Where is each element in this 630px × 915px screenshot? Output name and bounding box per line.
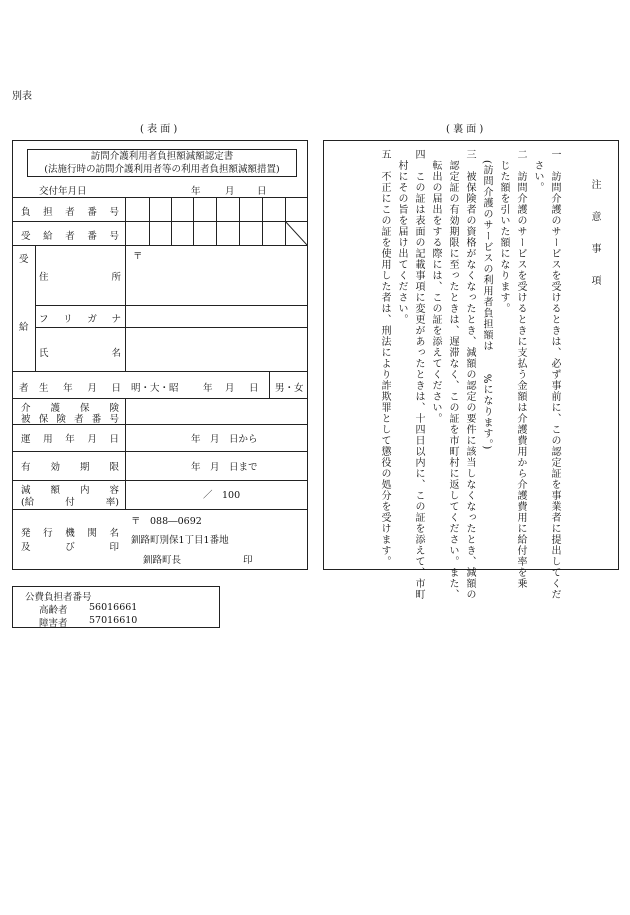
elderly-label: 高齢者 xyxy=(39,605,68,616)
annex-label: 別表 xyxy=(12,91,32,102)
birthdate-label: 生 年 月 日 xyxy=(39,383,121,394)
front-side-label: ( 表 面 ) xyxy=(140,124,178,135)
form-title-box xyxy=(27,149,297,177)
name-label: 氏 名 xyxy=(39,348,121,359)
form-title: 訪問介護利用者負担額減額認定書 xyxy=(90,151,234,162)
issuer-address: 釧路町別保1丁目1番地 xyxy=(131,535,229,546)
birth-month: 月 xyxy=(225,383,235,394)
issuer-postal: 〒 088―0692 xyxy=(131,516,202,527)
payer-number-label: 負 担 者 番 号 xyxy=(21,207,119,218)
recipient-char-1: 受 xyxy=(19,254,29,265)
front-form xyxy=(12,140,308,570)
note-line-4: じた額を引いた額になります。 xyxy=(498,149,509,314)
seal-mark: 印 xyxy=(243,555,253,566)
form-subtitle: (法施行時の訪問介護利用者等の利用者負担額減額措置) xyxy=(44,164,280,175)
sex-options: 男・女 xyxy=(275,383,304,394)
issue-date-month: 月 xyxy=(225,186,235,197)
note-line-10: 村にその旨を届け出てください。 xyxy=(396,149,407,325)
note-line-11: 五 不正にこの証を使用した者は、刑法により詐欺罪として懲役の処分を受けます。 xyxy=(379,149,390,567)
insurance-label-line1: 介 護 保 険 xyxy=(21,403,119,414)
start-date-label: 運 用 年 月 日 xyxy=(21,434,119,445)
public-payer-title: 公費負担者番号 xyxy=(25,592,92,603)
note-line-6: 三 被保険者の資格がなくなったとき、減額の認定の要件に該当しなくなったとき、減額の xyxy=(464,149,475,600)
recipient-number-label: 受 給 者 番 号 xyxy=(21,231,119,242)
note-line-5: (訪問介護のサービスの利用者負担額は %になります。) xyxy=(481,149,492,451)
reduction-value: ／ 100 xyxy=(203,490,241,501)
validity-value: 年 月 日まで xyxy=(191,462,258,473)
issue-date-label: 交付年月日 xyxy=(39,186,87,197)
note-line-3: 二 訪問介護のサービスを受けるときに支払う金額は介護費用から介護費用に給付率を乗 xyxy=(515,149,526,589)
address-label: 住 所 xyxy=(39,272,121,283)
issuer-label-line1: 発 行 機 関 名 xyxy=(21,528,119,539)
note-line-2: さい。 xyxy=(532,149,543,193)
note-line-9: 四 この証は表面の記載事項に変更があったときは、十四日以内に、この証を添えて、市町 xyxy=(413,149,424,600)
birth-day: 日 xyxy=(249,383,259,394)
back-notes xyxy=(323,140,619,600)
note-line-1: 一 訪問介護のサービスを受けるときは、必ず事前に、この認定証を事業者に提出してくだ xyxy=(549,149,560,600)
diagonal-slash-mark xyxy=(285,221,307,245)
issue-date-year: 年 xyxy=(191,186,201,197)
issuer-label-line2: 及 び 印 xyxy=(21,542,119,553)
disabled-number: 57016610 xyxy=(89,615,138,626)
notes-title: 注意事項 xyxy=(589,179,600,307)
issuer-mayor: 釧路町長 xyxy=(143,555,182,566)
back-side-label: ( 裏 面 ) xyxy=(446,124,484,135)
note-line-7: 認定証の有効期限に至ったときは、遅滞なく、この証を市町村に返してください。また、 xyxy=(447,149,458,600)
furigana-label: フ リ ガ ナ xyxy=(39,314,121,325)
issue-date-day: 日 xyxy=(257,186,267,197)
elderly-number: 56016661 xyxy=(89,602,138,613)
validity-label: 有 効 期 限 xyxy=(21,462,119,473)
insurance-label-line2: 被 保 険 者 番 号 xyxy=(21,414,119,425)
birth-eras: 明・大・昭 xyxy=(131,383,179,394)
reduction-label-line2: (給 付 率) xyxy=(21,497,119,508)
public-payer-box xyxy=(12,586,220,628)
recipient-char-3: 者 xyxy=(19,383,29,394)
birth-year: 年 xyxy=(203,383,213,394)
disabled-label: 障害者 xyxy=(39,618,68,629)
postal-mark: 〒 xyxy=(133,251,143,262)
start-date-value: 年 月 日から xyxy=(191,434,258,445)
reduction-label-line1: 減 額 内 容 xyxy=(21,485,119,496)
recipient-char-2: 給 xyxy=(19,322,29,333)
note-line-8: 転出の届出をする際には、この証を添えてください。 xyxy=(430,149,441,424)
